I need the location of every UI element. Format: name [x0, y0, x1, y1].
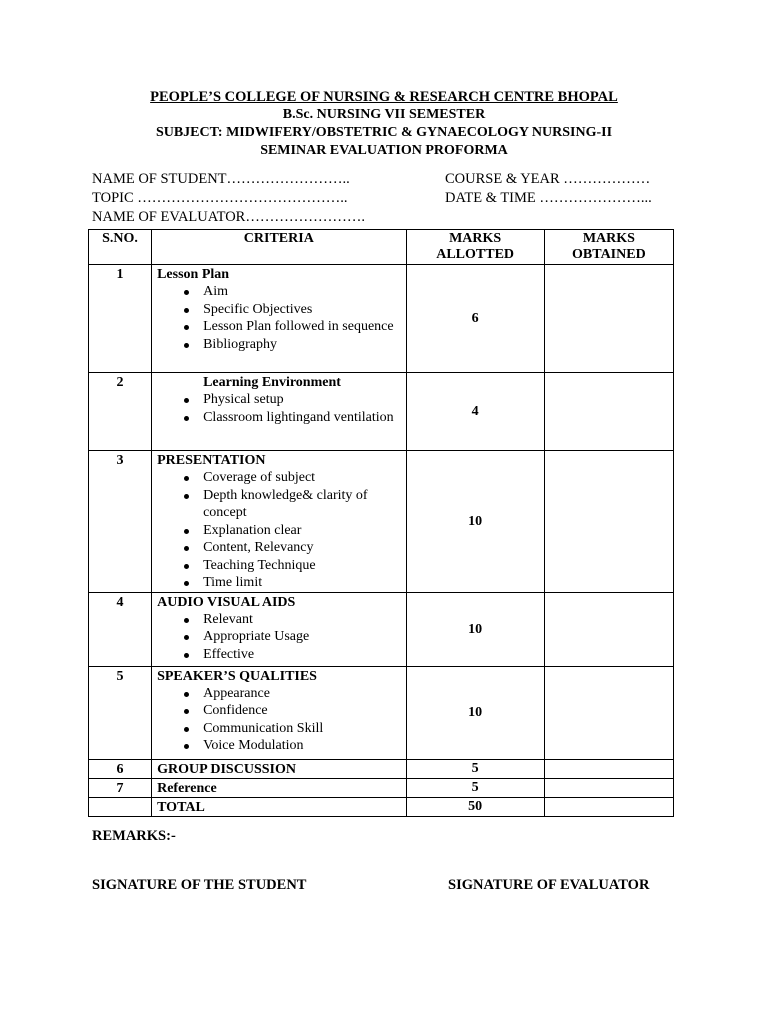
criteria-item: Classroom lightingand ventilation: [157, 409, 405, 427]
evaluator-signature-label: SIGNATURE OF EVALUATOR: [448, 877, 650, 893]
row-criteria: [152, 373, 406, 451]
marks-allotted: 5: [406, 778, 544, 797]
form-header: [0, 88, 768, 160]
criteria-title: Reference: [157, 780, 217, 796]
marks-obtained-cell[interactable]: [544, 759, 673, 778]
total-row: [89, 797, 674, 816]
total-marks: 50: [406, 797, 544, 816]
marks-allotted: 10: [406, 451, 544, 593]
criteria-item: Specific Objectives: [157, 301, 405, 319]
marks-allotted: 4: [406, 373, 544, 451]
criteria-title: SPEAKER’S QUALITIES: [157, 668, 317, 684]
criteria-item: Coverage of subject: [157, 469, 405, 487]
criteria-item: Bibliography: [157, 336, 405, 354]
criteria-title: Lesson Plan: [157, 267, 230, 282]
table-row: [89, 451, 674, 593]
marks-allotted: 6: [406, 265, 544, 373]
date-time-field[interactable]: DATE & TIME …………………...: [445, 190, 652, 206]
row-criteria: [152, 666, 406, 759]
evaluation-table: [88, 229, 674, 817]
criteria-title: PRESENTATION: [157, 453, 266, 468]
row-sno: 5: [89, 666, 152, 759]
header-sno: S.NO.: [89, 230, 152, 265]
criteria-title: GROUP DISCUSSION: [157, 761, 296, 777]
criteria-item: Confidence: [157, 702, 405, 720]
row-sno: 3: [89, 451, 152, 593]
table-row: [89, 666, 674, 759]
row-criteria: [152, 592, 406, 666]
table-header-row: [89, 230, 674, 265]
marks-obtained-cell[interactable]: [544, 451, 673, 593]
criteria-item: Explanation clear: [157, 522, 405, 540]
row-criteria: [152, 778, 406, 797]
criteria-items: [157, 469, 405, 592]
header-criteria: CRITERIA: [152, 230, 406, 265]
row-sno: 6: [89, 759, 152, 778]
header-marks-obtained: MARKS OBTAINED: [544, 230, 673, 265]
criteria-item: Physical setup: [157, 391, 405, 409]
criteria-title: Learning Environment: [203, 375, 341, 390]
course-year-field[interactable]: COURSE & YEAR ………………: [445, 171, 651, 187]
student-signature-label: SIGNATURE OF THE STUDENT: [92, 877, 307, 893]
criteria-items: [157, 685, 405, 755]
row-criteria: [152, 451, 406, 593]
criteria-item: Voice Modulation: [157, 737, 405, 755]
evaluator-name-field[interactable]: NAME OF EVALUATOR…………………….: [92, 209, 365, 225]
row-sno: 4: [89, 592, 152, 666]
total-sno-cell: [89, 797, 152, 816]
row-sno: 1: [89, 265, 152, 373]
marks-allotted: 10: [406, 666, 544, 759]
criteria-item: Appropriate Usage: [157, 628, 405, 646]
table-row: [89, 759, 674, 778]
marks-allotted: 5: [406, 759, 544, 778]
criteria-item: Appearance: [157, 685, 405, 703]
total-obtained-cell[interactable]: [544, 797, 673, 816]
table-row: [89, 265, 674, 373]
header-marks-allotted: MARKS ALLOTTED: [406, 230, 544, 265]
remarks-label: REMARKS:-: [92, 828, 176, 844]
row-criteria: [152, 759, 406, 778]
marks-obtained-cell[interactable]: [544, 592, 673, 666]
marks-obtained-cell[interactable]: [544, 666, 673, 759]
total-label: TOTAL: [152, 797, 406, 816]
criteria-item: Teaching Technique: [157, 557, 405, 575]
table-row: [89, 778, 674, 797]
subject-title: SUBJECT: MIDWIFERY/OBSTETRIC & GYNAECOLOGY NURSING-II: [155, 125, 613, 140]
row-sno: 2: [89, 373, 152, 451]
table-row: [89, 592, 674, 666]
criteria-item: Time limit: [157, 574, 405, 592]
criteria-item: Lesson Plan followed in sequence: [157, 318, 405, 336]
marks-allotted: 10: [406, 592, 544, 666]
marks-obtained-cell[interactable]: [544, 778, 673, 797]
criteria-item: Content, Relevancy: [157, 539, 405, 557]
form-title: SEMINAR EVALUATION PROFORMA: [260, 143, 508, 158]
criteria-items: [157, 391, 405, 426]
course-title: B.Sc. NURSING VII SEMESTER: [282, 107, 486, 122]
criteria-item: Relevant: [157, 611, 405, 629]
row-criteria: [152, 265, 406, 373]
table-row: [89, 373, 674, 451]
criteria-item: Aim: [157, 283, 405, 301]
criteria-item: Effective: [157, 646, 405, 664]
criteria-items: [157, 611, 405, 664]
marks-obtained-cell[interactable]: [544, 373, 673, 451]
criteria-items: [157, 283, 405, 353]
row-sno: 7: [89, 778, 152, 797]
student-name-field[interactable]: NAME OF STUDENT……………………..: [92, 171, 350, 187]
criteria-item: Communication Skill: [157, 720, 405, 738]
criteria-item: Depth knowledge& clarity of concept: [157, 487, 405, 522]
topic-field[interactable]: TOPIC ……………………………………..: [92, 190, 348, 206]
college-name: PEOPLE’S COLLEGE OF NURSING & RESEARCH CENTRE BHOPAL: [150, 89, 618, 105]
student-info-fields: [92, 170, 692, 227]
marks-obtained-cell[interactable]: [544, 265, 673, 373]
criteria-title: AUDIO VISUAL AIDS: [157, 594, 296, 610]
